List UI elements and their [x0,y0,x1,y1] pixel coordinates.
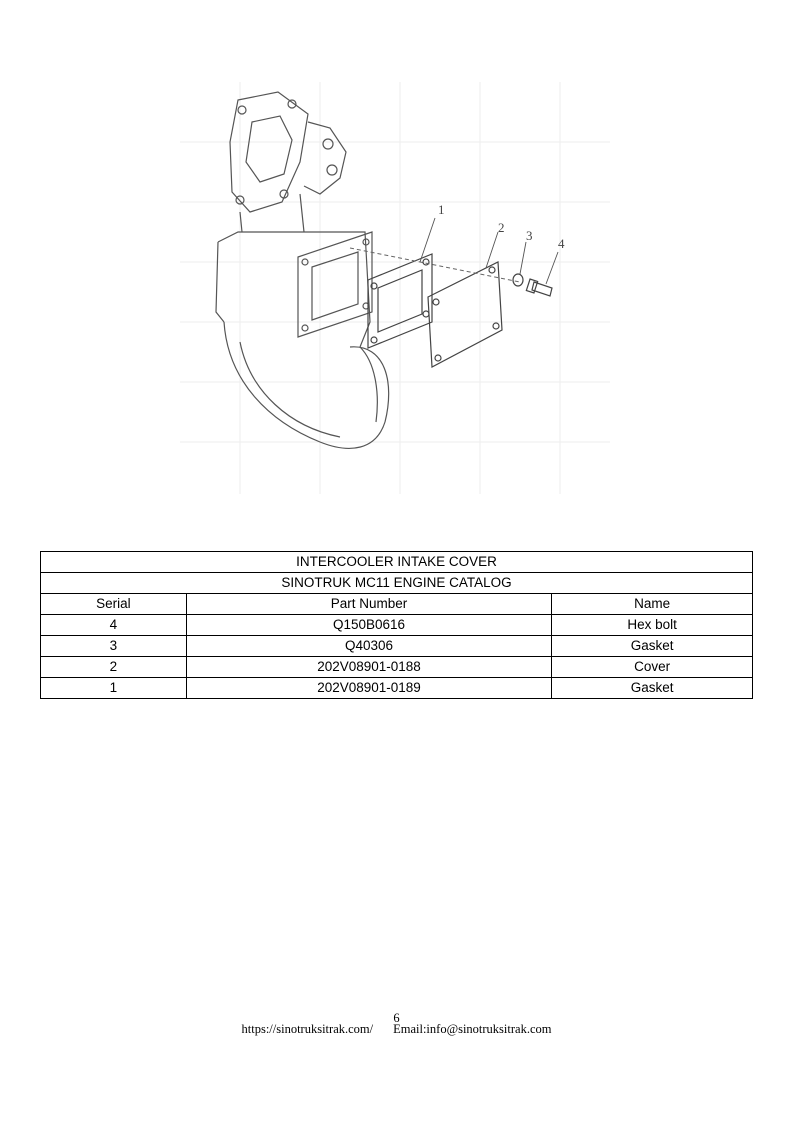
header-serial: Serial [41,594,187,615]
cell-name: Gasket [552,636,753,657]
table-row [41,678,753,699]
cell-part-number: Q40306 [186,636,551,657]
email-link[interactable]: Email:info@sinotruksitrak.com [393,1022,552,1036]
grid-background [180,82,610,494]
table-title-row [41,552,753,573]
table-row [41,657,753,678]
page-number: 6 [393,1011,400,1025]
exploded-parts-drawing [180,82,610,494]
table-header-row [41,594,753,615]
cell-serial: 2 [41,657,187,678]
cell-name: Gasket [552,678,753,699]
table-title: INTERCOOLER INTAKE COVER [41,552,753,573]
website-link[interactable]: https://sinotruksitrak.com/ [241,1022,374,1036]
cell-name: Hex bolt [552,615,753,636]
housing-flange [298,232,372,337]
leader-lines [420,218,558,284]
footer-contact [0,1022,793,1037]
table-row [41,615,753,636]
table-subtitle: SINOTRUK MC11 ENGINE CATALOG [41,573,753,594]
intercooler-intake-cover-diagram [180,82,610,494]
cell-name: Cover [552,657,753,678]
part-4-bolt [526,279,552,296]
header-name: Name [552,594,753,615]
part-2-cover [428,262,502,367]
parts-table [40,551,753,699]
cell-serial: 1 [41,678,187,699]
callout-4: 4 [558,236,565,251]
callout-2: 2 [498,220,505,235]
cell-serial: 3 [41,636,187,657]
cell-part-number: 202V08901-0188 [186,657,551,678]
callout-3: 3 [526,228,533,243]
cell-serial: 4 [41,615,187,636]
cell-part-number: Q150B0616 [186,615,551,636]
intake-housing [216,92,389,448]
header-part-number: Part Number [186,594,551,615]
part-3-washer [513,274,523,286]
table-subtitle-row [41,573,753,594]
table-row [41,636,753,657]
callout-1: 1 [438,202,445,217]
cell-part-number: 202V08901-0189 [186,678,551,699]
